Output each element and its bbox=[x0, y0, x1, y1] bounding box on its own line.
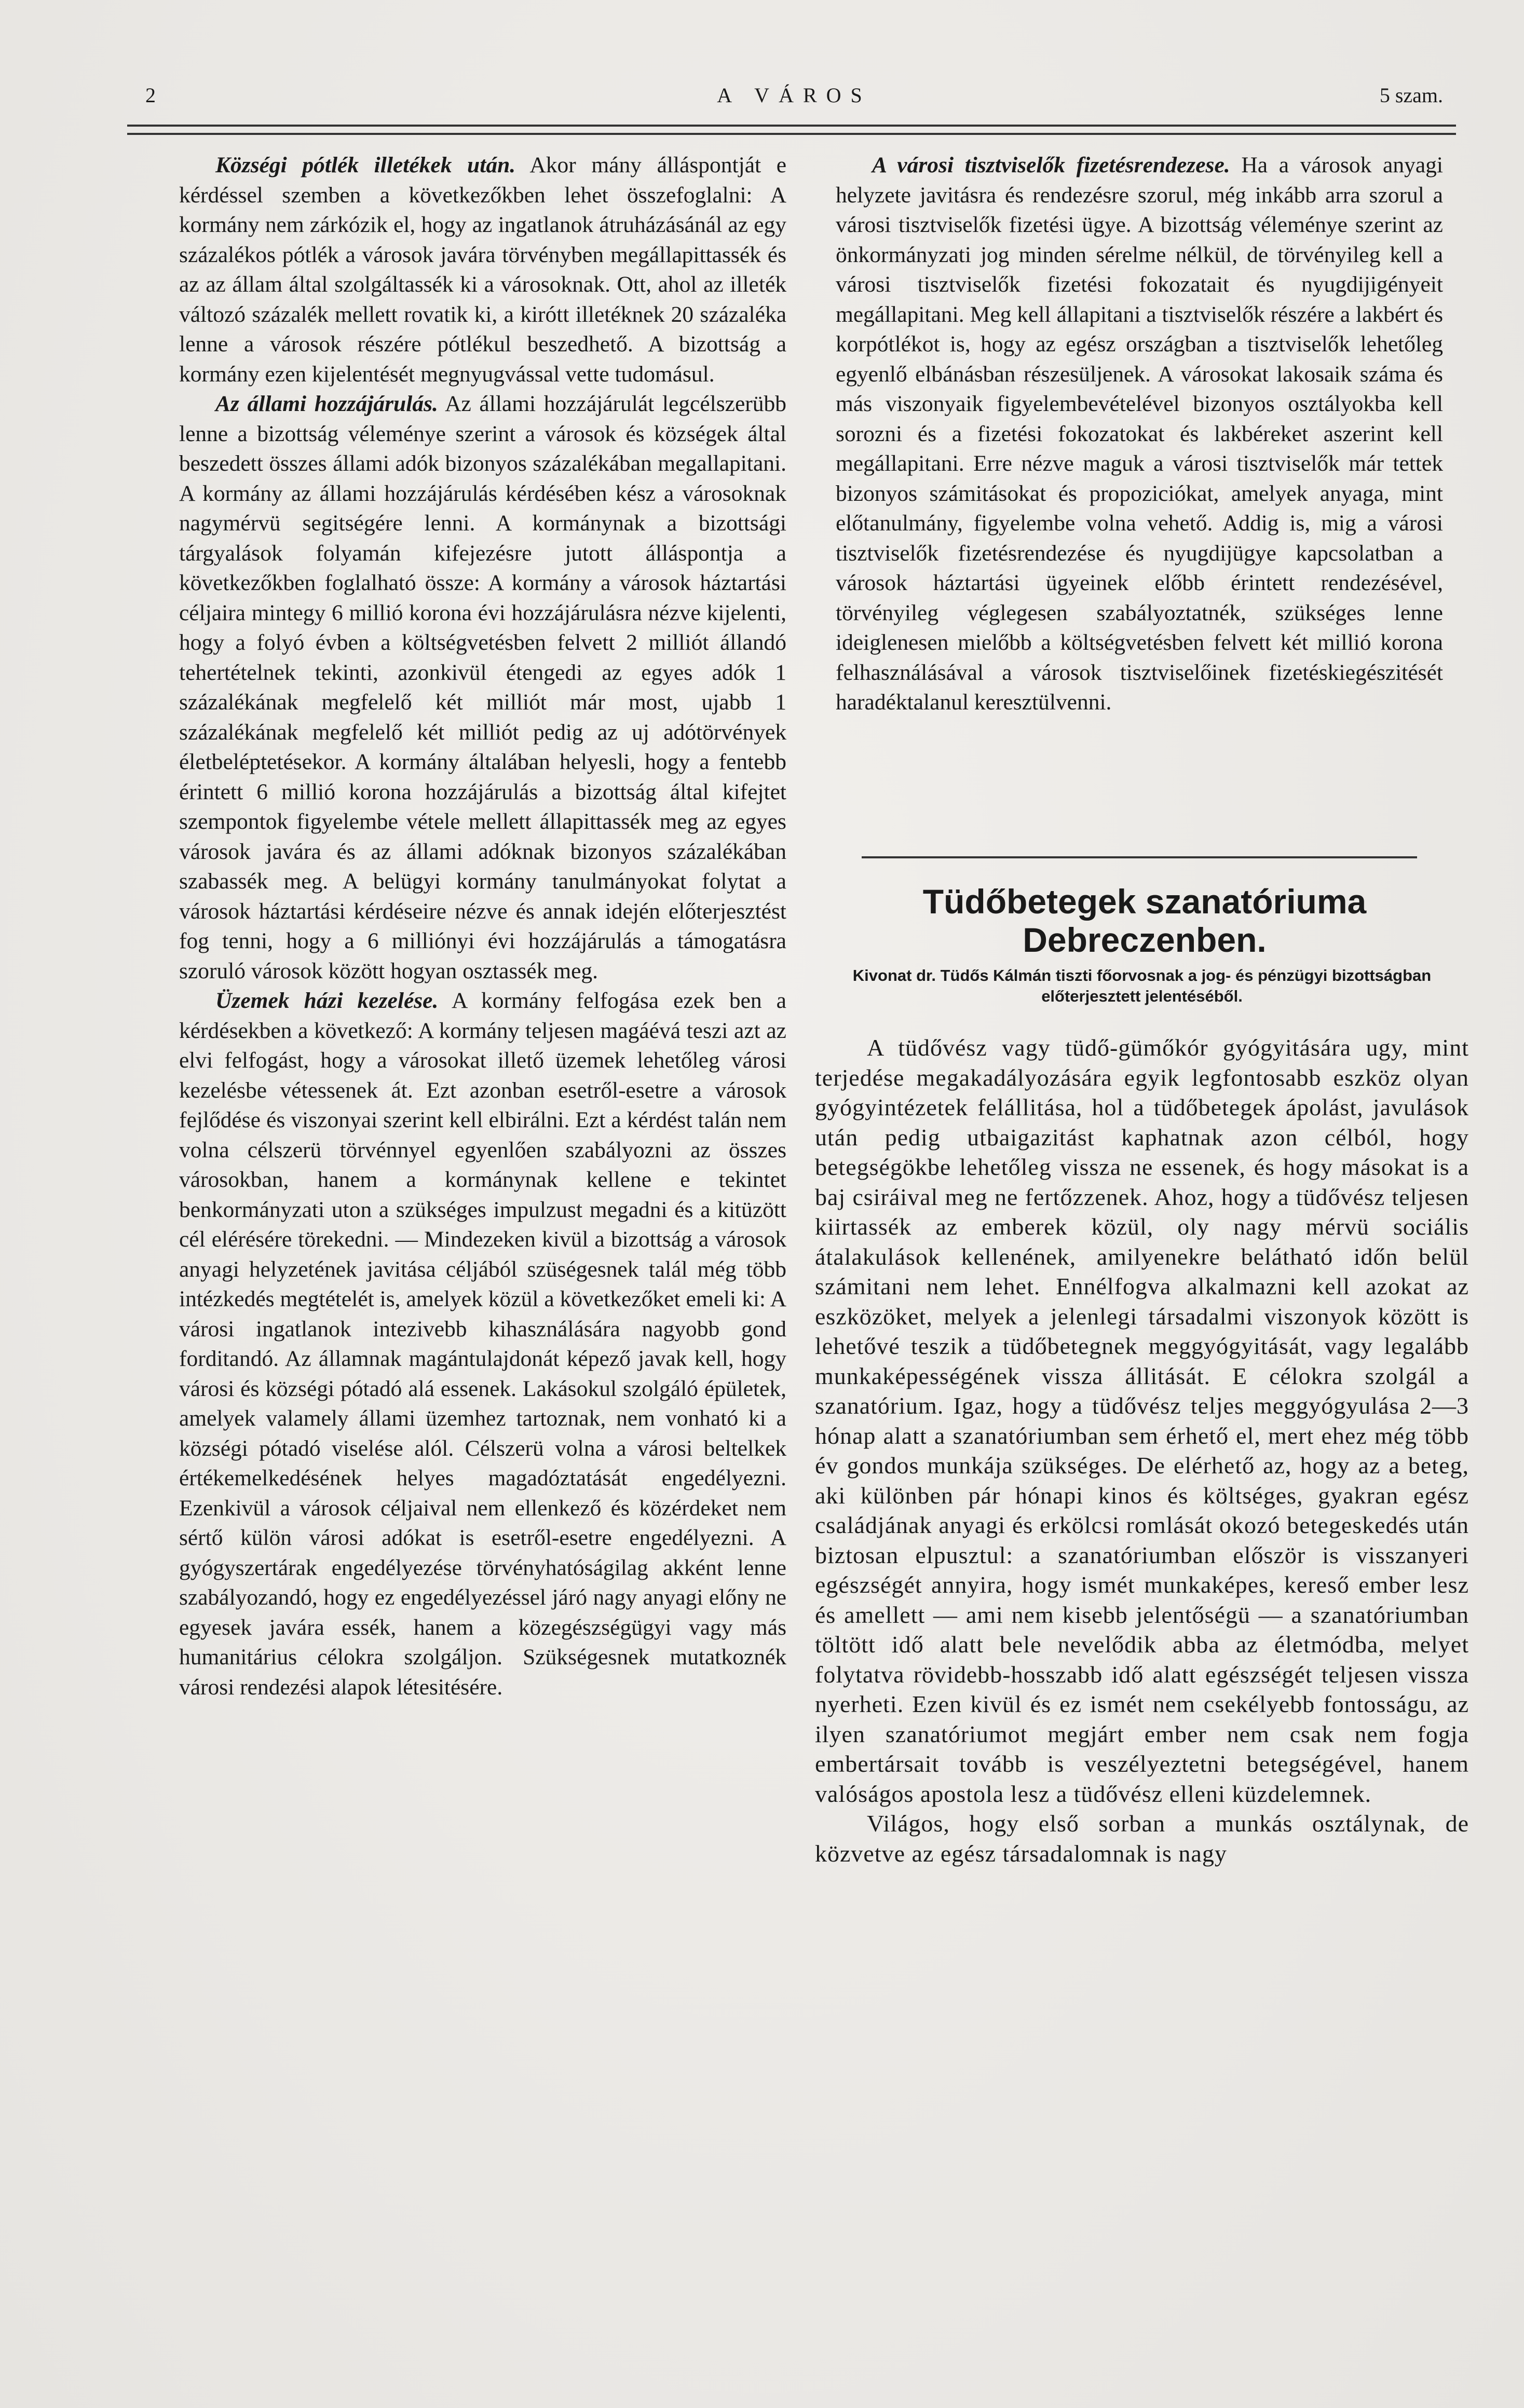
paragraph: Községi pótlék illetékek után. Akor mány álláspontját e kérdéssel szemben a következőkben lehet összefoglalni: A kormány nem zárkózik el, hogy az ingatlanok átruházásánál az egy százalékos pótlék a városok javára törvényben megállapittassék és az az állam által szolgáltassék ki a városoknak. Ott, ahol az illeték változó százalék mellett rovatik ki, a kirótt illetéknek 20 százaléka lenne a városok részére pótlékul beszedhető. A bizottság a kormány ezen kijelentését megnyugvással vette tudomásul. bbox=[179, 153, 786, 387]
header-double-rule bbox=[127, 125, 1456, 135]
article-title: Tüdőbetegek szanatóriuma Debreczenben. bbox=[922, 882, 1367, 959]
section-lead: Üzemek házi kezelése. bbox=[215, 988, 439, 1013]
masthead: A VÁROS bbox=[717, 84, 872, 107]
running-head bbox=[145, 83, 1443, 114]
paragraph: Az állami hozzájárulás. Az állami hozzájárulát legcélszerübb lenne a bizottság véleménye szerint a városok és községek által beszedett összes állami adók bizonyos százalékában megallapitani. A kormány az állami hozzájárulás kérdésében kész a városoknak nagymérvü segitségére lenni. A kormánynak a bizottsági tárgyalások folyamán kifejezésre jutott álláspontja a következőkben foglalható össze: A kormány a városok háztartási céljaira mintegy 6 millió korona évi hozzájárulásra nézve kijelenti, hogy a folyó évben a költségvetésben felvett 2 milliót állandó tehertételnek tekinti, azonkivül étengedi az egyes adók 1 százalékának megfelelő két milliót már most, ujabb 1 százalékának megfelelő két milliót pedig az uj adótörvények életbeléptetésekor. A kormány általában helyesli, hogy a fentebb érintett 6 millió korona hozzájárulás a bizottság által kifejtet szempontok figyelembe vétele mellett állapittassék meg az egyes városok javára és az állami adóknak bizonyos százalékában szabassék meg. A belügyi kormány tanulmányokat folytat a városok háztartási kérdéseire nézve és annak idején előterjesztést fog tenni, hogy a 6 milliónyi évi hozzájárulás a támogatásra szoruló városok között hogyan osztassék meg. bbox=[179, 391, 786, 983]
left-column bbox=[179, 150, 786, 1702]
section-lead: Községi pótlék illetékek után. bbox=[215, 153, 516, 177]
section-lead: A városi tisztviselők fizetésrendezese. bbox=[872, 153, 1230, 177]
article-divider bbox=[862, 856, 1417, 858]
paragraph: Világos, hogy első sorban a munkás osztálynak, de közvetve az egész társadalomnak is nagy bbox=[815, 1810, 1469, 1867]
paragraph: A városi tisztviselők fizetésrendezese. Ha a városok anyagi helyzete javitásra és rendezésre szorul, még inkább arra szorul a városi tisztviselők fizetési ügye. A bizottság véleménye szerint az önkormányzati jog minden sérelme nélkül, de törvényileg kell a városi tisztviselők fizetési fokozatait és nyugdijigényeit megállapitani. Meg kell állapitani a tisztviselők részére a lakbért és korpótlékot is, hogy az egész országban a tisztviselők lehetőleg egyenlő elbánásban részesüljenek. A városokat lakosaik száma és más viszonyaik figyelembevételével bizonyos osztályokba kell sorozni és a fizetési fokozatokat és lakbéreket aszerint kell megállapitani. Erre nézve maguk a városi tisztviselők már tettek bizonyos számitásokat és propoziciókat, amelyek anyaga, mint előtanulmány, figyelembe volna vehető. Addig is, mig a városi tisztviselők fizetésrendezése és nyugdijügye kapcsolatban a városok háztartási ügyeinek előbb érintett rendezésével, törvényileg véglegesen szabályoztatnék, szükséges lenne ideiglenesen mielőbb a költségvetésben felvett két millió korona felhasználásával a városok tisztviselőinek fizetéskiegészitését haradéktalanul keresztülvenni. bbox=[836, 153, 1444, 715]
page-number: 2 bbox=[145, 84, 156, 107]
paragraph: Üzemek házi kezelése. A kormány felfogása ezek ben a kérdésekben a következő: A kormány teljesen magáévá teszi azt az elvi felfogást, hogy a városokat illető üzemek lehetőleg városi kezelésbe vétessenek át. Ezt azonban esetről-esetre a városok fejlődése és viszonyai szerint kell elbirálni. Ezt a kérdést talán nem volna célszerü törvénnyel egyenlően szabályozni az összes városokban, hanem a kormánynak kellene e tekintet benkormányzati uton a szükséges impulzust megadni és a kitüzött cél elérésére törekedni. — Mindezeken kivül a bizottság a városok anyagi helyzetének javitása céljából szüségesnek talál még több intézkedés megtételét is, amelyek közül a következőket emeli ki: A városi ingatlanok intezivebb kihasználására nagyobb gond forditandó. Az államnak magántulajdonát képező javak kell, hogy városi és községi pótadó alá essenek. Lakásokul szolgáló épületek, amelyek valamely állami üzemhez tartoznak, nem vonható ki a községi pótadó viselése alól. Célszerü volna a városi beltelkek értékemelkedésének helyes magadóztatását engedélyezni. Ezenkivül a városok céljaival nem ellenkező és közérdeket nem sértő külön városi adókat is esetről-esetre engedélyezni. A gyógyszertárak engedélyezése törvényhatóságilag akként lenne szabályozandó, hogy ez engedélyezéssel járó nagy anyagi előny ne egyesek javára essék, hanem a közegészségügyi vagy más humanitárius célokra szolgáljon. Szükségesnek mutatkoznék városi rendezési alapok létesitésére. bbox=[179, 988, 786, 1700]
issue-number: 5 szam. bbox=[1379, 84, 1443, 107]
article-body bbox=[815, 1033, 1469, 1868]
right-column bbox=[836, 150, 1443, 718]
article-subtitle: Kivonat dr. Tüdős Kálmán tiszti főorvosnak a jog- és pénzügyi bizottságban előterjesztett jelentéséből. bbox=[852, 966, 1432, 1005]
paragraph: A tüdővész vagy tüdő-gümőkór gyógyitására ugy, mint terjedése megakadályozására egyik legfontosabb eszköz olyan gyógyintézetek felállitása, hol a tüdőbetegek ápolást, javulások után pedig utbaigazitást kaphatnak azon célból, hogy betegségökbe lehetőleg vissza ne essenek, és hogy másokat is a baj csiráival meg ne fertőzzenek. Ahoz, hogy a tüdővész teljesen kiirtassék az emberek közül, oly nagy mérvü sociális átalakulások kellenének, amilyenekre belátható időn belül számitani nem lehet. Ennélfogva alkalmazni kell azokat az eszközöket, melyek a jelenlegi társadalmi viszonyok között is lehetővé teszik a tüdőbetegnek meggyógyitását, vagy legalább munkaképességének vissza állitását. E célokra szolgál a szanatórium. Igaz, hogy a tüdővész teljes meggyógyulása 2—3 hónap alatt a szanatóriumban sem érhető el, mert ehez még több év gondos munkája szükséges. De elérhető az, hogy az a beteg, aki különben pár hónapi kinos és költséges, gyakran egész családjának anyagi és erkölcsi romlását okozó betegeskedés után biztosan elpusztul: a szanatóriumban először is visszanyeri egészségét annyira, hogy ismét munkaképes, kereső ember lesz és amellett — ami nem kisebb jelentőségü — a szanatóriumban töltött idő alatt bele nevelődik abba az életmódba, melyet folytatva rövidebb-hosszabb idő alatt egészségét teljesen vissza nyerheti. Ezen kivül és ez ismét nem csekélyebb fontosságu, az ilyen szanatóriumot megjárt ember nem csak nem fogja embertársait tovább is veszélyeztetni betegségével, hanem valóságos apostola lesz a tüdővész elleni küzdelemnek. bbox=[815, 1034, 1469, 1807]
section-lead: Az állami hozzájárulás. bbox=[215, 391, 438, 416]
